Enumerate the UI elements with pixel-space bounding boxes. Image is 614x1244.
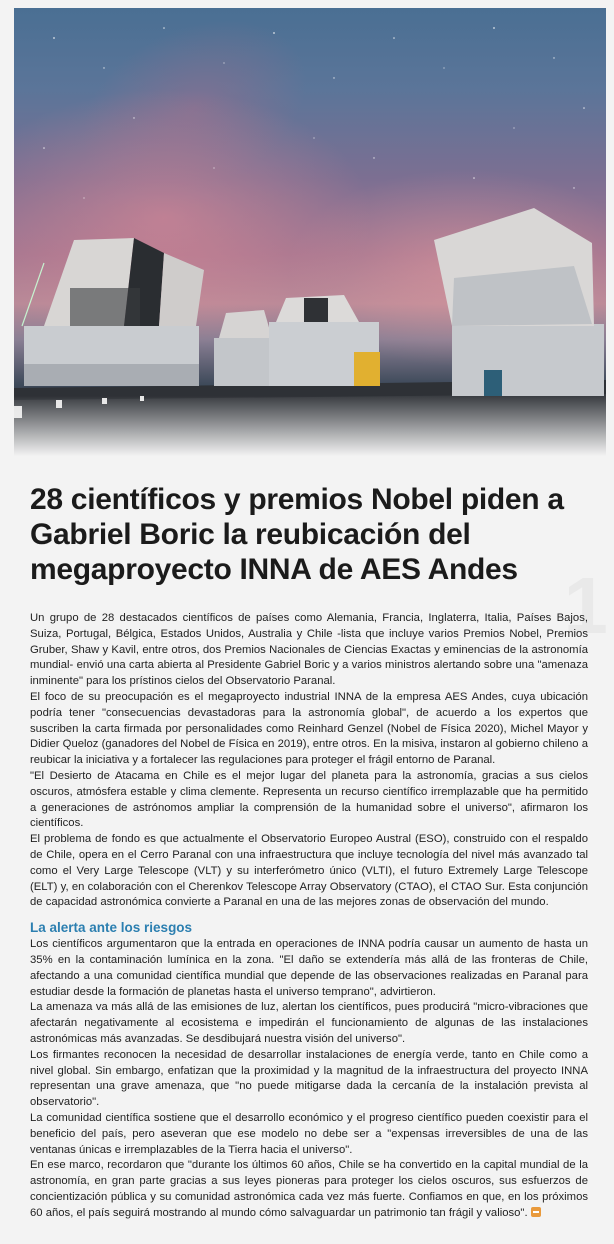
telescope-center bbox=[214, 295, 380, 386]
paragraph: La comunidad científica sostiene que el desarrollo económico y el progreso científico pueden coexistir para el beneficio del país, pero aseveran que ese modelo no debe ser a "expensas irreversibles de una de las ventanas únicas e irremplazables de la Tierra hacia el universo". bbox=[30, 1111, 588, 1156]
end-of-article-icon bbox=[531, 1207, 541, 1217]
article-headline: 28 científicos y premios Nobel piden a Gabriel Boric la reubicación del megaproyecto INNA de AES Andes bbox=[30, 483, 564, 586]
observatory-photo bbox=[14, 8, 606, 456]
stars bbox=[43, 27, 585, 198]
paragraph: "El Desierto de Atacama en Chile es el mejor lugar del planeta para la astronomía, gracias a sus cielos oscuros, atmósfera estable y clima clemente. Representa un recurso científico irremplazable que ha permitido a generaciones de astrónomos ampliar la comprensión de la humanidad sobre el universo", afirmaron los científicos. bbox=[30, 769, 588, 830]
paragraph: El problema de fondo es que actualmente el Observatorio Europeo Austral (ESO), construido con el respaldo de Chile, opera en el Cerro Paranal con una infraestructura que incluye tecnología del nivel más avanzado tal como el Very Large Telescope (VLT) y su interferómetro único (VLTI), el futuro Extremely Large Telescope (ELT) y, en colaboración con el Cherenkov Telescope Array Observatory (CTAO), el CTAO Sur. Esta conjunción de capacidad astronómica convierte a Paranal en una de las mejores zonas de observación del mundo. bbox=[30, 833, 588, 909]
paragraph: La amenaza va más allá de las emisiones de luz, alertan los científicos, pues producirá "micro-vibraciones que afectarán negativamente al ecosistema e impedirán el funcionamiento de algunas de las instalaciones astronómicas más avanzadas. Se desdibujará nuestra visión del universo". bbox=[30, 1001, 588, 1045]
paragraph: El foco de su preocupación es el megaproyecto industrial INNA de la empresa AES Andes, cuya ubicación podría tener "consecuencias devastadoras para la astronomía global", de acuerdo a los expertos que suscriben la carta firmada por personalidades como Reinhard Genzel (Nobel de Física 2020), Michel Mayor y Didier Queloz (ganadores del Nobel de Física en 2019), entre otros. En la misiva, instaron al gobierno chileno a reubicar la iniciativa y a fortalecer las regulaciones para proteger el frágil entorno de Paranal. bbox=[30, 690, 588, 767]
section-subheading: La alerta ante los riesgos bbox=[30, 920, 193, 936]
last-paragraph bbox=[30, 1158, 588, 1221]
photo-fade bbox=[14, 396, 606, 456]
telescope-right bbox=[434, 208, 604, 396]
article-body bbox=[30, 611, 588, 1221]
paragraph: Un grupo de 28 destacados científicos de países como Alemania, Francia, Inglaterra, Italia, Países Bajos, Suiza, Portugal, Bélgica, Estados Unidos, Australia y Chile -lista que incluye varios Premios Nobel, Premios Gruber, Shaw y Kavil, entre otros, dos Premios Nacionales de Ciencias Exactas y eminencias de la astronomía mundial- envió una carta abierta al Presidente Gabriel Boric y a varios ministros alertando sobre una "amenaza inminente" para los prístinos cielos del Observatorio Paranal. bbox=[30, 612, 588, 688]
paragraph: Los científicos argumentaron que la entrada en operaciones de INNA podría causar un aumento de hasta un 35% en la contaminación lumínica en la zona. "El daño se extendería más allá de las fronteras de Chile, afectando a una comunidad científica mundial que depende de las observaciones realizadas en Paranal para estudiar desde la formación de planetas hasta el universo temprano", advirtieron. bbox=[30, 938, 588, 998]
meteor bbox=[22, 263, 44, 326]
telescopes-illustration bbox=[14, 8, 606, 456]
telescope-left bbox=[24, 238, 204, 386]
paragraph: Los firmantes reconocen la necesidad de desarrollar instalaciones de energía verde, tanto en Chile como a nivel global. Sin embargo, enfatizan que la proximidad y la magnitud de la infraestructura del proyecto INNA representan una grave amenaza, que "no puede mitigarse dada la cercanía de la instalación prevista al observatorio". bbox=[30, 1048, 588, 1109]
paragraph-text: En ese marco, recordaron que "durante los últimos 60 años, Chile se ha convertido en la capital mundial de la astronomía, en gran parte gracias a sus leyes pioneras para proteger los cielos oscuros, sus esfuerzos de concientización pública y su comunidad astronómica cada vez más fuerte. Confiamos en que, en los próximos 60 años, el país seguirá mostrando al mundo cómo salvaguardar un patrimonio tan frágil y valioso". bbox=[30, 1159, 588, 1219]
